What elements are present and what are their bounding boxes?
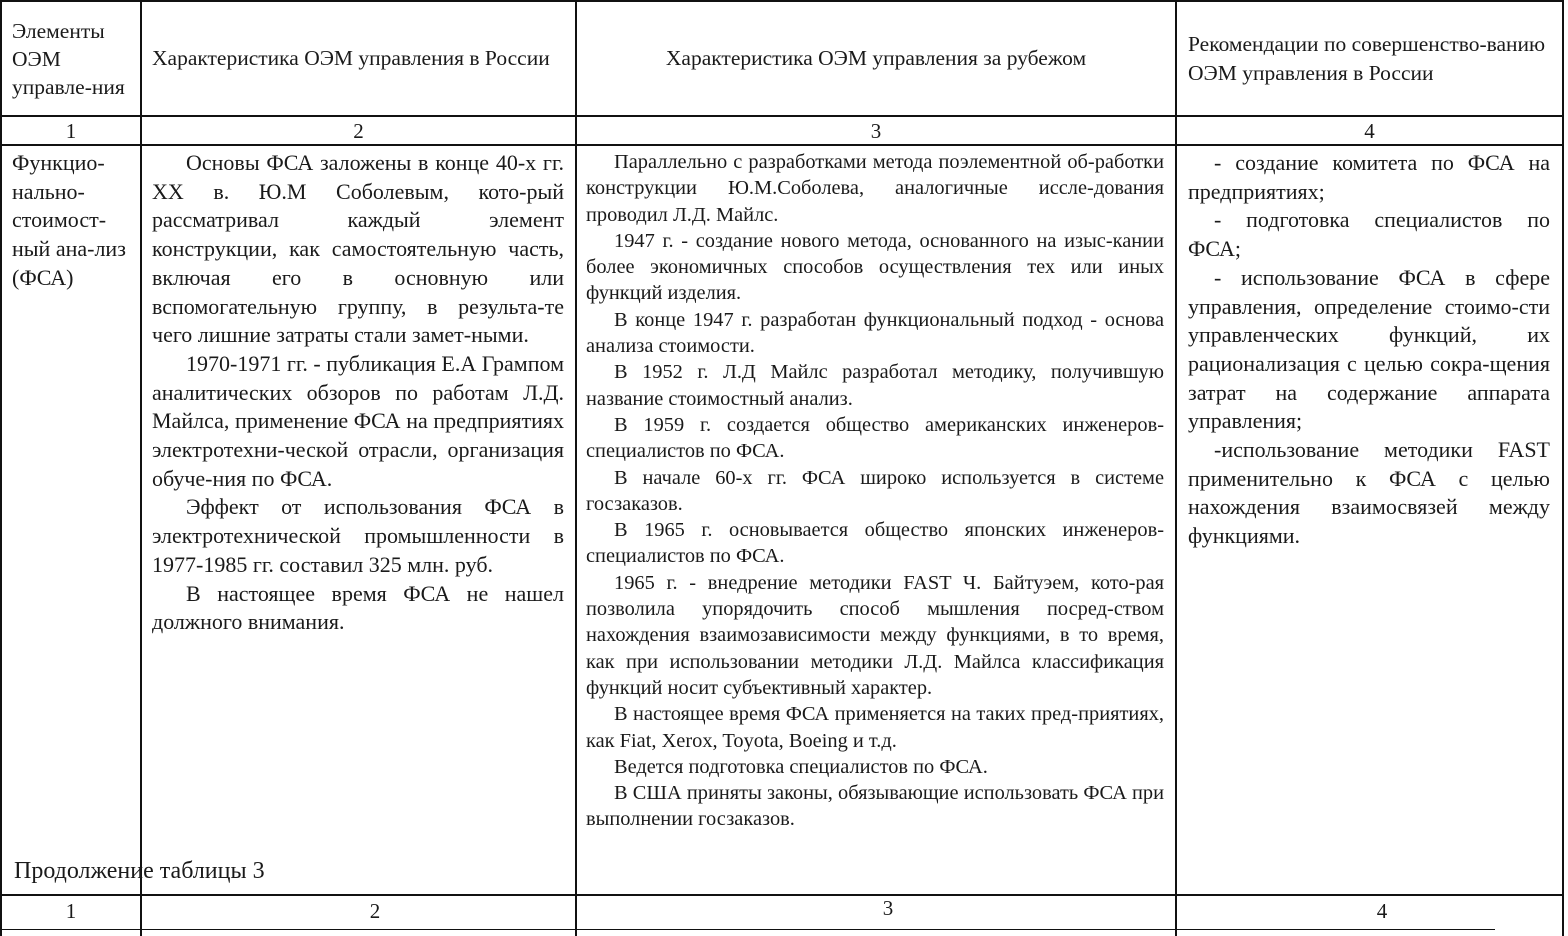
header-abroad-text: Характеристика ОЭМ управления за рубежом [665, 46, 1087, 70]
abroad-cell [586, 149, 1164, 833]
column-number-4: 4 [1364, 119, 1375, 143]
continuation-number-3: 3 [882, 896, 894, 920]
header-russia-text: Характеристика ОЭМ управления в России [152, 46, 550, 70]
continuation-number-2: 2 [369, 899, 381, 923]
abroad-paragraph: В 1965 г. основывается общество японских инженеров-специалистов по ФСА. [586, 519, 1164, 568]
column-number-2: 2 [353, 119, 364, 143]
russia-paragraph: Основы ФСА заложены в конце 40-х гг. XX в. Ю.М Соболевым, кото-рый рассматривал каждый элемент конструкции, как самостоятельную часть, включая его в основную или вспомогательную группу, в результа-те чего лишние затраты стали замет-ными. [152, 150, 564, 348]
element-cell [12, 149, 134, 293]
recommendation-item: -использование методики FAST применительно к ФСА с целью нахождения взаимосвязей между функциями. [1188, 437, 1550, 549]
abroad-paragraph: В 1959 г. создается общество американских инженеров-специалистов по ФСА. [586, 413, 1164, 463]
abroad-paragraph: Параллельно с разработками метода поэлементной об-работки конструкции Ю.М.Соболева, аналогичные иссле-дования проводил Л.Д. Майлс. [586, 151, 1164, 226]
header-recommendations-text: Рекомендации по совершенство-ванию ОЭМ управления в России [1188, 31, 1546, 85]
abroad-paragraph: 1947 г. - создание нового метода, основанного на изыс-кании более экономичных способов осуществления тех или иных функций изделия. [586, 229, 1164, 305]
russia-cell [152, 149, 564, 637]
abroad-paragraph: 1965 г. - внедрение методики FAST Ч. Байтуэем, кото-рая позволила упорядочить способ мышления посред-ством нахождения взаимозависимости между функциями, в то время, как при использовании методики Л.Д. Майлса классификация функций носит субъективный характер. [586, 571, 1164, 699]
header-cell-russia [152, 2, 562, 115]
russia-paragraph: 1970-1971 гг. - публикация Е.А Грампом аналитических обзоров по работам Л.Д. Майлса, применение ФСА на предприятиях электротехни-ческой отрасли, организация обуче-ния по ФСА. [152, 350, 565, 491]
column-number-3: 3 [870, 119, 882, 143]
recommendations-cell [1188, 149, 1550, 551]
abroad-paragraph: В 1952 г. Л.Д Майлс разработал методику, получившую название стоимостный анализ. [586, 361, 1164, 410]
recommendation-item: - подготовка специалистов по ФСА; [1188, 207, 1550, 262]
abroad-paragraph: В настоящее время ФСА применяется на таких пред-приятиях, как Fiat, Xerox, Toyota, Boeing и т.д. [586, 703, 1164, 752]
continuation-number-1: 1 [65, 899, 77, 923]
header-cell-elements [12, 2, 138, 115]
numbers-bottom-line [0, 144, 1564, 146]
header-cell-abroad [580, 2, 1172, 115]
abroad-paragraph: В конце 1947 г. разработан функциональный подход - основа анализа стоимости. [586, 308, 1164, 358]
element-name: Функцио-нально-стоимост-ный ана-лиз (ФСА) [12, 150, 126, 290]
recommendation-item: - создание комитета по ФСА на предприятиях; [1188, 150, 1550, 204]
continuation-label: Продолжение таблицы 3 [14, 858, 265, 884]
header-elements-text: Элементы ОЭМ управле-ния [12, 18, 125, 99]
header-cell-recommendations [1188, 2, 1554, 115]
abroad-paragraph: В США приняты законы, обязывающие использовать ФСА при выполнении госзаказов. [586, 782, 1164, 831]
abroad-paragraph: Ведется подготовка специалистов по ФСА. [614, 755, 988, 778]
abroad-paragraph: В начале 60-х гг. ФСА широко используется в системе госзаказов. [586, 466, 1164, 515]
continuation-bottom-line [0, 929, 1495, 930]
table-border-right [1562, 0, 1564, 936]
column-number-1: 1 [65, 119, 77, 143]
russia-paragraph: В настоящее время ФСА не нашел должного внимания. [152, 580, 564, 635]
continuation-number-4: 4 [1376, 899, 1388, 923]
header-bottom-line [0, 115, 1564, 117]
recommendation-item: - использование ФСА в сфере управления, определение стоимо-сти управленческих функций, их рационализация с целью сокра-щения затрат на содержание аппарата управления; [1188, 264, 1550, 434]
russia-paragraph: Эффект от использования ФСА в электротехнической промышленности в 1977-1985 гг. составил 325 млн. руб. [152, 494, 564, 577]
